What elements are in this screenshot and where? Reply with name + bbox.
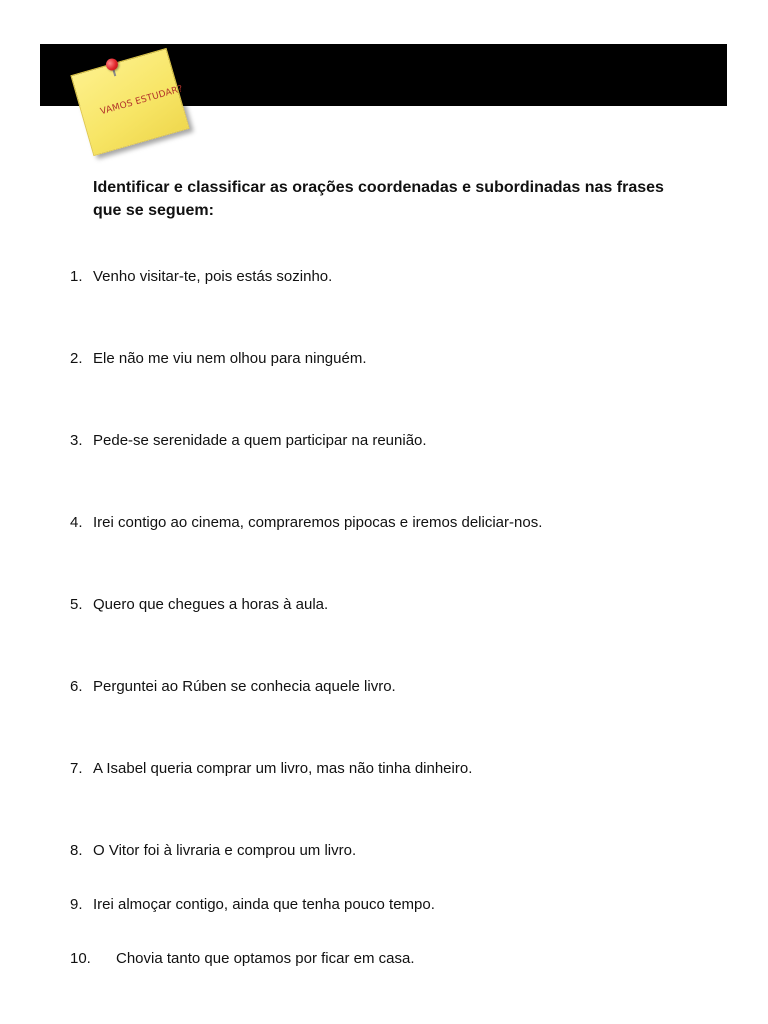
item-text: Perguntei ao Rúben se conhecia aquele livro. — [93, 678, 396, 695]
item-text: Ele não me viu nem olhou para ninguém. — [93, 350, 367, 367]
instruction-heading: Identificar e classificar as orações coordenadas e subordinadas nas frases que se seguem: — [93, 179, 664, 219]
list-item — [70, 514, 542, 532]
list-item — [70, 596, 328, 614]
item-text: Irei contigo ao cinema, compraremos pipocas e iremos deliciar-nos. — [93, 514, 543, 531]
item-text: Chovia tanto que optamos por ficar em casa. — [116, 950, 415, 967]
item-text: A Isabel queria comprar um livro, mas não tinha dinheiro. — [93, 760, 473, 777]
list-item — [70, 678, 396, 696]
item-number: 3. — [70, 432, 83, 449]
item-number: 8. — [70, 842, 83, 859]
item-number: 5. — [70, 596, 83, 613]
item-text: Quero que chegues a horas à aula. — [93, 596, 329, 613]
item-number: 10. — [70, 950, 91, 967]
item-number: 9. — [70, 896, 83, 913]
item-text: Pede-se serenidade a quem participar na reunião. — [93, 432, 427, 449]
list-item — [70, 760, 472, 778]
sticky-note-text: VAMOS ESTUDAR? — [99, 84, 185, 118]
item-number: 1. — [70, 268, 83, 285]
item-text: Venho visitar-te, pois estás sozinho. — [93, 268, 333, 285]
list-item — [70, 950, 415, 968]
list-item — [70, 432, 427, 450]
item-number: 2. — [70, 350, 83, 367]
item-number: 4. — [70, 514, 83, 531]
item-text: Irei almoçar contigo, ainda que tenha pouco tempo. — [93, 896, 435, 913]
item-text: O Vitor foi à livraria e comprou um livro. — [93, 842, 357, 859]
list-item — [70, 896, 435, 914]
list-item — [70, 350, 367, 368]
item-number: 6. — [70, 678, 83, 695]
list-item — [70, 842, 356, 860]
item-number: 7. — [70, 760, 83, 777]
list-item — [70, 268, 332, 286]
